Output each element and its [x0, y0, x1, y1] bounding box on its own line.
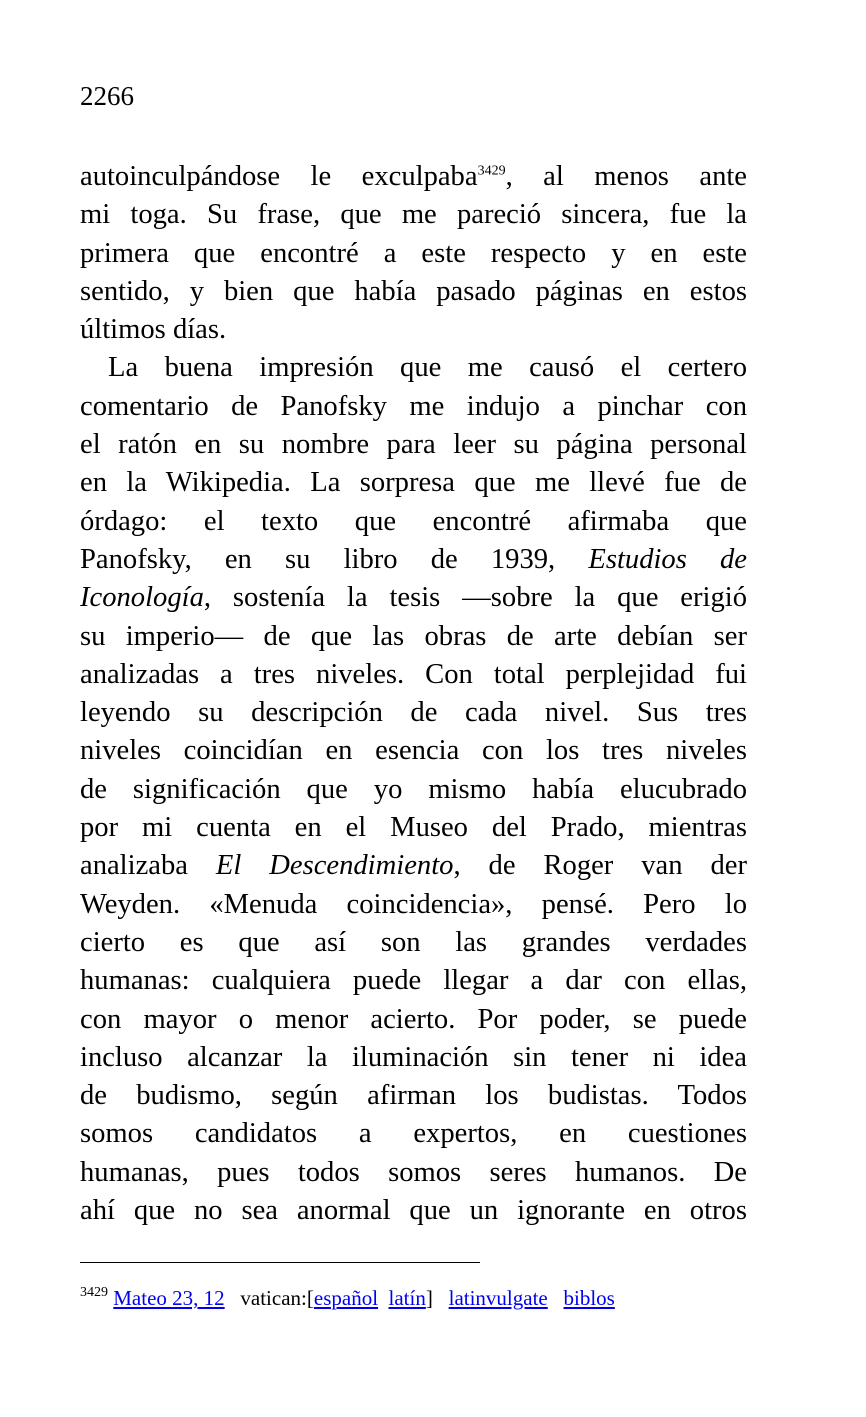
text-line: ahí que no sea anormal que un ignorante en otros: [80, 1195, 747, 1227]
text-line: Iconología, sostenía la tesis —sobre la que erigió: [80, 582, 747, 614]
text-line: humanas, pues todos somos seres humanos. De: [80, 1156, 747, 1188]
text-line: sentido, y bien que había pasado páginas en estos: [80, 275, 747, 307]
paragraph-2: [80, 349, 747, 1230]
text-line: con mayor o menor acierto. Por poder, se puede: [80, 1003, 747, 1035]
text-line: autoinculpándose le exculpaba$^{3429}$, al menos ante: [80, 161, 747, 192]
book-title: Iconología: [80, 582, 204, 614]
book-title: Estudios de: [588, 543, 747, 575]
text-line: en la Wikipedia. La sorpresa que me llevé fue de: [80, 467, 747, 499]
text-line: de significación que yo mismo había elucubrado: [80, 773, 747, 805]
biblos-link[interactable]: biblos: [563, 1286, 615, 1310]
text-line: cierto es que así son las grandes verdades: [80, 926, 747, 958]
text-line: su imperio— de que las obras de arte debían ser: [80, 620, 747, 652]
text-line: Weyden. «Menuda coincidencia», pensé. Pero lo: [80, 888, 747, 920]
text-line: Panofsky, en su libro de 1939, Estudios de: [80, 543, 747, 575]
text-line: mi toga. Su frase, que me pareció sincera, fue la: [80, 199, 747, 231]
text-line: primera que encontré a este respecto y en este: [80, 237, 747, 269]
footnote: [80, 1284, 615, 1312]
footnote-reference[interactable]: 3429: [477, 163, 506, 179]
paragraph-1: [80, 158, 747, 349]
text-line: somos candidatos a expertos, en cuestiones: [80, 1118, 747, 1150]
latinvulgate-link[interactable]: latinvulgate: [448, 1286, 548, 1310]
vatican-bracket-close: ]: [425, 1286, 433, 1310]
footnote-divider: [80, 1262, 480, 1263]
text-line: incluso alcanzar la iluminación sin tener ni idea: [80, 1041, 747, 1073]
page-number: 2266: [80, 81, 134, 111]
text-line: La buena impresión que me causó el certero: [108, 352, 747, 384]
vatican-latin-link[interactable]: latín: [388, 1286, 426, 1310]
text-line: leyendo su descripción de cada nivel. Sus tres: [80, 697, 747, 729]
vatican-label: vatican:[: [240, 1286, 314, 1310]
text-line: por mi cuenta en el Museo del Prado, mientras: [80, 812, 747, 844]
mateo-reference-link[interactable]: Mateo 23, 12: [113, 1286, 225, 1310]
text-line: el ratón en su nombre para leer su página personal: [80, 429, 747, 461]
vatican-espanol-link[interactable]: español: [313, 1286, 379, 1310]
text-line: analizadas a tres niveles. Con total perplejidad fui: [80, 658, 747, 690]
text-line: niveles coincidían en esencia con los tres niveles: [80, 735, 747, 767]
artwork-title: El Descendimiento: [215, 850, 454, 882]
text-line: comentario de Panofsky me indujo a pinchar con: [80, 390, 747, 422]
text-line: órdago: el texto que encontré afirmaba que: [80, 505, 747, 537]
text-line: analizaba El Descendimiento, de Roger van der: [80, 850, 747, 882]
text-line: humanas: cualquiera puede llegar a dar con ellas,: [80, 965, 747, 997]
text-line: de budismo, según afirman los budistas. Todos: [80, 1080, 747, 1112]
text-line: últimos días.: [80, 314, 227, 346]
body-text: [80, 158, 747, 1230]
footnote-marker: 3429: [80, 1285, 108, 1300]
